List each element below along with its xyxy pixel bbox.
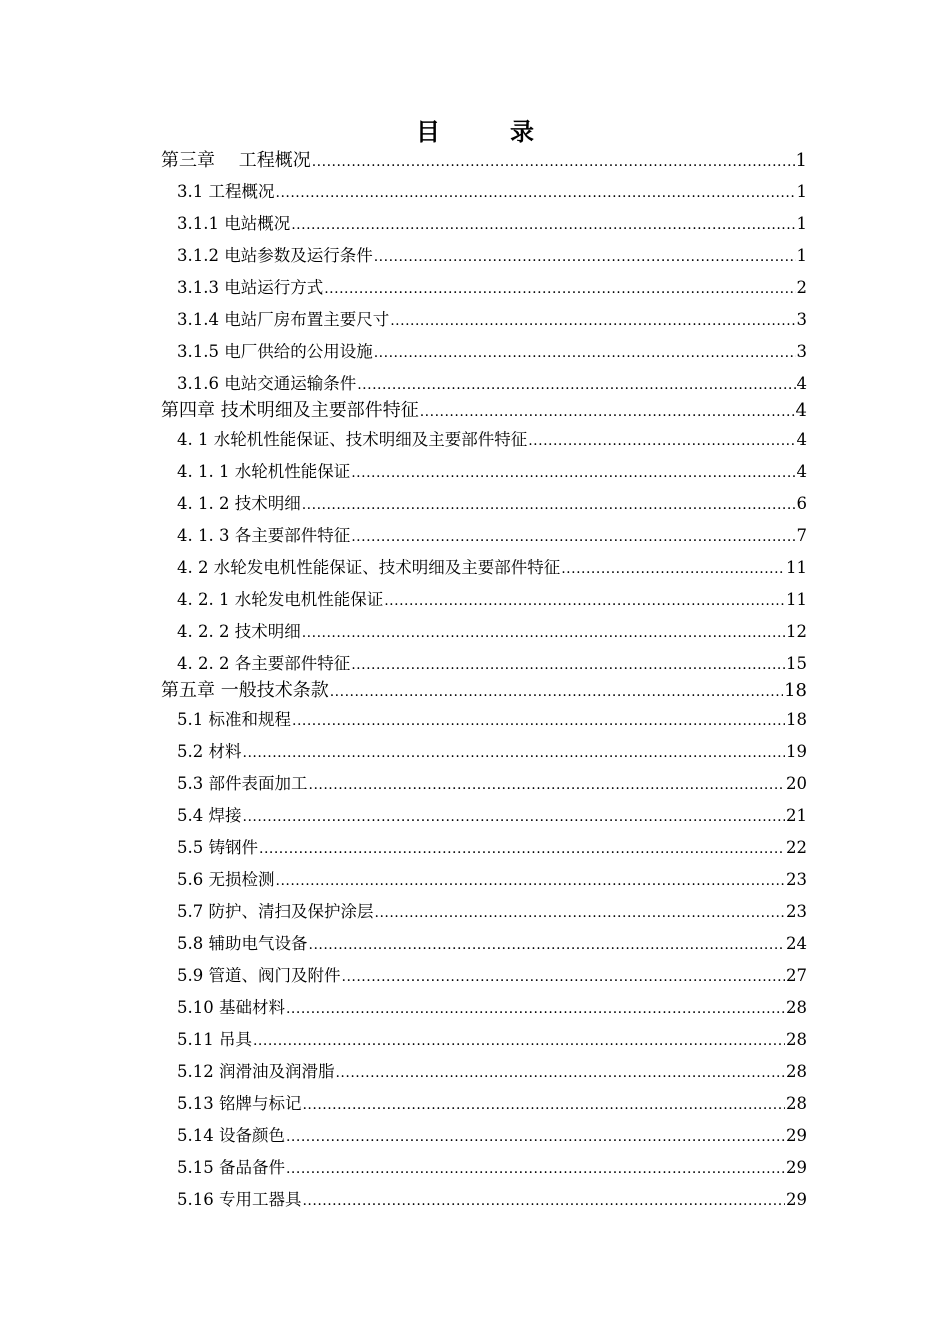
toc-title-part1: 目 (416, 117, 440, 146)
toc-dot-leader (351, 462, 795, 481)
toc-dot-leader (351, 526, 795, 545)
toc-entry-label: 5.12 润滑油及润滑脂 (177, 1062, 335, 1081)
toc-section-entry[interactable] (177, 650, 807, 674)
toc-dot-leader (357, 374, 795, 393)
toc-entry-page-number: 1 (796, 246, 807, 265)
toc-entry-page-number: 18 (784, 680, 807, 701)
toc-dot-leader (276, 182, 796, 201)
toc-entry-page-number: 19 (786, 742, 807, 761)
toc-section-entry[interactable] (177, 1154, 807, 1178)
toc-dot-leader (243, 806, 786, 825)
toc-entry-page-number: 28 (786, 1030, 807, 1049)
toc-entry-label: 5.16 专用工器具 (177, 1190, 302, 1209)
toc-entry-page-number: 4 (796, 462, 807, 481)
toc-entry-page-number: 21 (786, 806, 807, 825)
toc-entry-page-number: 29 (786, 1158, 807, 1177)
toc-entry-label: 5.8 辅助电气设备 (177, 934, 308, 953)
toc-section-entry[interactable] (177, 338, 807, 362)
toc-entry-label: 4. 2. 2 各主要部件特征 (177, 654, 351, 673)
toc-section-entry[interactable] (177, 930, 807, 954)
toc-entry-label: 3.1.4 电站厂房布置主要尺寸 (177, 310, 390, 329)
toc-section-entry[interactable] (177, 706, 807, 730)
toc-section-entry[interactable] (177, 586, 807, 610)
toc-dot-leader (243, 742, 786, 761)
toc-dot-leader (561, 558, 785, 577)
toc-dot-leader (312, 150, 795, 171)
toc-section-entry[interactable] (177, 178, 807, 202)
toc-section-entry[interactable] (177, 802, 807, 826)
toc-entry-label: 5.13 铭牌与标记 (177, 1094, 302, 1113)
toc-entry-label: 第三章 工程概况 (161, 150, 311, 171)
toc-entry-label: 5.14 设备颜色 (177, 1126, 285, 1145)
toc-dot-leader (384, 590, 785, 609)
toc-dot-leader (253, 1030, 785, 1049)
toc-section-entry[interactable] (177, 898, 807, 922)
toc-section-entry[interactable] (177, 370, 807, 394)
toc-dot-leader (291, 214, 795, 233)
toc-section-entry[interactable] (177, 522, 807, 546)
toc-entry-page-number: 4 (796, 374, 807, 393)
toc-title-part2: 录 (510, 117, 534, 146)
toc-entry-page-number: 12 (786, 622, 807, 641)
toc-section-entry[interactable] (177, 770, 807, 794)
toc-entry-page-number: 4 (796, 430, 807, 449)
toc-section-entry[interactable] (177, 490, 807, 514)
toc-dot-leader (342, 966, 786, 985)
toc-dot-leader (309, 934, 786, 953)
toc-entry-label: 5.10 基础材料 (177, 998, 285, 1017)
toc-entry-label: 3.1 工程概况 (177, 182, 275, 201)
toc-entry-page-number: 29 (786, 1126, 807, 1145)
toc-entry-page-number: 20 (786, 774, 807, 793)
toc-entry-page-number: 3 (796, 342, 807, 361)
toc-dot-leader (292, 710, 785, 729)
toc-entry-label: 3.1.3 电站运行方式 (177, 278, 324, 297)
toc-entry-page-number: 23 (786, 902, 807, 921)
toc-dot-leader (302, 1190, 785, 1209)
toc-entry-label: 4. 2. 1 水轮发电机性能保证 (177, 590, 384, 609)
toc-entry-label: 第五章 一般技术条款 (161, 680, 329, 701)
toc-entry-label: 第四章 技术明细及主要部件特征 (161, 400, 419, 421)
toc-entry-label: 5.6 无损检测 (177, 870, 275, 889)
toc-entry-label: 4. 1 水轮机性能保证、技术明细及主要部件特征 (177, 430, 528, 449)
toc-entry-page-number: 11 (786, 558, 807, 577)
toc-entry-label: 3.1.6 电站交通运输条件 (177, 374, 357, 393)
toc-entry-page-number: 28 (786, 1062, 807, 1081)
toc-dot-leader (302, 1094, 785, 1113)
toc-entry-page-number: 28 (786, 1094, 807, 1113)
toc-entry-page-number: 1 (796, 182, 807, 201)
toc-section-entry[interactable] (177, 1090, 807, 1114)
toc-dot-leader (302, 622, 785, 641)
toc-section-entry[interactable] (177, 962, 807, 986)
toc-dot-leader (324, 278, 795, 297)
toc-entry-page-number: 2 (796, 278, 807, 297)
toc-entry-label: 4. 2 水轮发电机性能保证、技术明细及主要部件特征 (177, 558, 561, 577)
toc-entry-page-number: 23 (786, 870, 807, 889)
toc-entry-label: 3.1.1 电站概况 (177, 214, 291, 233)
toc-section-entry[interactable] (177, 242, 807, 266)
toc-dot-leader (528, 430, 795, 449)
toc-entry-label: 4. 1. 1 水轮机性能保证 (177, 462, 351, 481)
toc-entry-page-number: 6 (796, 494, 807, 513)
toc-dot-leader (259, 838, 785, 857)
toc-chapter-entry[interactable] (161, 676, 807, 702)
toc-section-entry[interactable] (177, 1186, 807, 1210)
toc-entry-page-number: 3 (796, 310, 807, 329)
toc-section-entry[interactable] (177, 554, 807, 578)
toc-dot-leader (420, 400, 795, 421)
toc-dot-leader (351, 654, 785, 673)
toc-entry-label: 3.1.2 电站参数及运行条件 (177, 246, 373, 265)
toc-entry-label: 5.11 吊具 (177, 1030, 252, 1049)
toc-chapter-entry[interactable] (161, 146, 807, 172)
toc-section-entry[interactable] (177, 618, 807, 642)
toc-entry-label: 5.9 管道、阀门及附件 (177, 966, 341, 985)
toc-entry-page-number: 27 (786, 966, 807, 985)
toc-dot-leader (276, 870, 786, 889)
toc-dot-leader (374, 246, 796, 265)
toc-entry-label: 5.3 部件表面加工 (177, 774, 308, 793)
toc-section-entry[interactable] (177, 458, 807, 482)
toc-section-entry[interactable] (177, 274, 807, 298)
toc-dot-leader (286, 1126, 785, 1145)
toc-dot-leader (375, 902, 786, 921)
toc-entry-label: 5.4 焊接 (177, 806, 242, 825)
toc-section-entry[interactable] (177, 210, 807, 234)
toc-entry-page-number: 7 (796, 526, 807, 545)
toc-dot-leader (286, 1158, 785, 1177)
toc-entry-label: 5.2 材料 (177, 742, 242, 761)
toc-section-entry[interactable] (177, 306, 807, 330)
toc-entry-label: 4. 1. 2 技术明细 (177, 494, 301, 513)
toc-dot-leader (390, 310, 795, 329)
toc-dot-leader (309, 774, 786, 793)
toc-section-entry[interactable] (177, 1122, 807, 1146)
toc-section-entry[interactable] (177, 866, 807, 890)
toc-entry-label: 5.7 防护、清扫及保护涂层 (177, 902, 374, 921)
toc-section-entry[interactable] (177, 738, 807, 762)
toc-entry-label: 5.1 标准和规程 (177, 710, 291, 729)
toc-dot-leader (374, 342, 796, 361)
toc-entry-page-number: 29 (786, 1190, 807, 1209)
toc-entry-page-number: 11 (786, 590, 807, 609)
toc-entry-page-number: 22 (786, 838, 807, 857)
toc-entry-page-number: 28 (786, 998, 807, 1017)
toc-entry-page-number: 18 (786, 710, 807, 729)
toc-entry-page-number: 15 (786, 654, 807, 673)
toc-entry-label: 4. 1. 3 各主要部件特征 (177, 526, 351, 545)
toc-entry-label: 3.1.5 电厂供给的公用设施 (177, 342, 373, 361)
toc-chapter-entry[interactable] (161, 396, 807, 422)
toc-section-entry[interactable] (177, 1026, 807, 1050)
toc-dot-leader (335, 1062, 785, 1081)
toc-entry-label: 5.5 铸钢件 (177, 838, 258, 857)
toc-dot-leader (302, 494, 796, 513)
toc-dot-leader (286, 998, 785, 1017)
toc-dot-leader (330, 680, 783, 701)
toc-section-entry[interactable] (177, 994, 807, 1018)
toc-title (0, 112, 950, 147)
toc-entry-page-number: 1 (795, 150, 807, 171)
toc-entry-page-number: 24 (786, 934, 807, 953)
toc-entry-label: 5.15 备品备件 (177, 1158, 285, 1177)
toc-entry-label: 4. 2. 2 技术明细 (177, 622, 301, 641)
toc-entry-page-number: 4 (795, 400, 807, 421)
toc-section-entry[interactable] (177, 834, 807, 858)
toc-section-entry[interactable] (177, 1058, 807, 1082)
toc-section-entry[interactable] (177, 426, 807, 450)
toc-entry-page-number: 1 (796, 214, 807, 233)
